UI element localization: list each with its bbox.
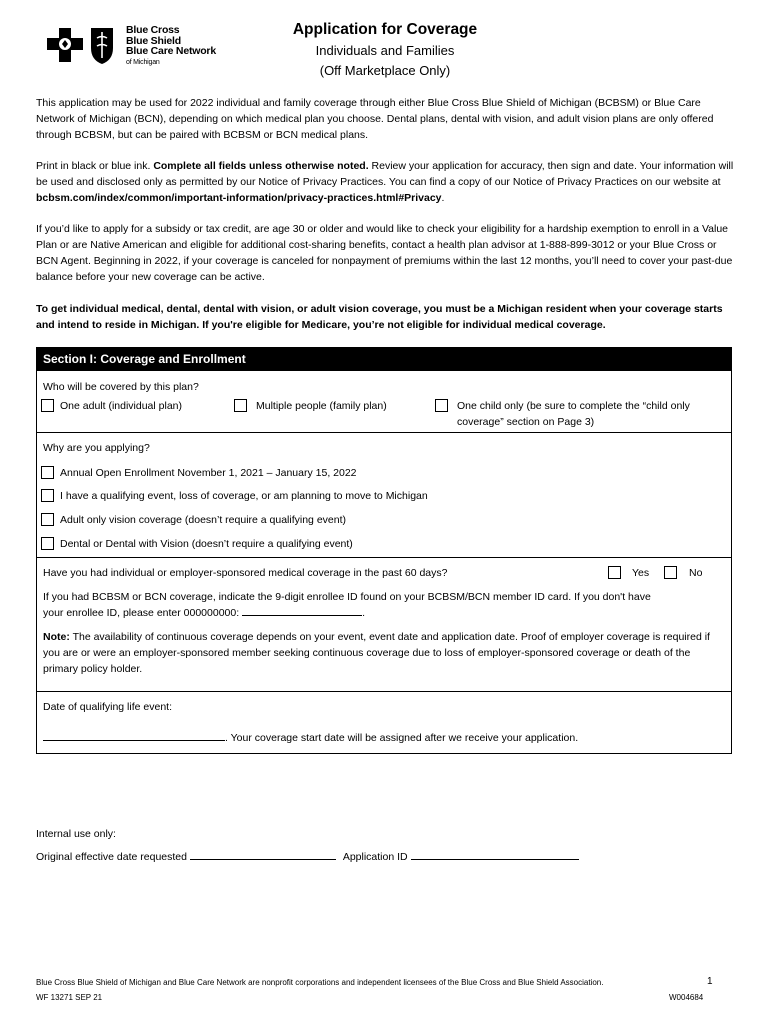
dental-vision-label: Dental or Dental with Vision (doesn’t require a qualifying event) xyxy=(60,538,353,550)
privacy-link[interactable]: bcbsm.com/index/common/important-information/privacy-practices.html#Privacy xyxy=(36,192,442,204)
intro-paragraph-3: If you’d like to apply for a subsidy or tax credit, are age 30 or older and would like to check your eligibility for a hardship exemption to enroll in a Value Plan or are Native American and eligible for additional cost-sharing benefits, contact a health plan advisor at 1-888-899-3012 or your Blue Cross or BCN Agent. Beginning in 2022, if your coverage is canceled for nonpayment of premiums within the last 12 months, you’ll need to cover your past-due balance before your new coverage can be active. xyxy=(36,223,733,283)
prior-coverage-no-label: No xyxy=(689,567,703,579)
open-enrollment-checkbox[interactable] xyxy=(41,466,54,479)
child-only-checkbox[interactable] xyxy=(435,399,448,412)
logo-line-4: of Michigan xyxy=(126,58,160,66)
adult-vision-label: Adult only vision coverage (doesn’t require a qualifying event) xyxy=(60,514,346,526)
note-text: The availability of continuous coverage depends on your event, event date and application date. Proof of employer coverage is required if you are or were an employer-sponsored member seeking continuous coverage due to loss of employer-sponsored coverage or death of the primary policy holder. xyxy=(43,631,710,675)
page-number: 1 xyxy=(707,976,713,987)
open-enrollment-label: Annual Open Enrollment November 1, 2021 – January 15, 2022 xyxy=(60,467,357,479)
internal-use-label: Internal use only: xyxy=(36,828,116,840)
note-label: Note: xyxy=(43,631,70,643)
logo-line-2: Blue Shield xyxy=(126,34,181,47)
enrollee-id-text-1: If you had BCBSM or BCN coverage, indicate the 9-digit enrollee ID found on your BCBSM/BCN member ID card. If you don't have xyxy=(43,591,651,603)
logo-line-3: Blue Care Network xyxy=(126,45,216,57)
who-covered-row xyxy=(37,370,731,432)
continuous-coverage-note xyxy=(43,629,723,677)
one-adult-label: One adult (individual plan) xyxy=(60,400,182,412)
application-id-field[interactable] xyxy=(411,849,579,860)
page-subtitle-2: (Off Marketplace Only) xyxy=(319,63,451,78)
section-title: Section I: Coverage and Enrollment xyxy=(37,348,731,370)
page-title: Application for Coverage xyxy=(292,21,478,38)
qualifying-event-label: I have a qualifying event, loss of coverage, or am planning to move to Michigan xyxy=(60,490,428,502)
footer-disclaimer: Blue Cross Blue Shield of Michigan and Blue Care Network are nonprofit corporations and independent licensees of the Blue Cross and Blue Shield Association. xyxy=(36,978,604,987)
prior-coverage-no-checkbox[interactable] xyxy=(664,566,677,579)
qualifying-date-row xyxy=(37,691,731,753)
enrollee-id-line xyxy=(43,607,365,619)
original-date-field[interactable] xyxy=(190,849,336,860)
logo-line-1: Blue Cross xyxy=(126,24,180,36)
prior-coverage-row xyxy=(37,557,731,691)
qualifying-date-note: . Your coverage start date will be assigned after we receive your application. xyxy=(225,732,579,744)
why-applying-question: Why are you applying? xyxy=(43,442,150,454)
page-subtitle-1: Individuals and Families xyxy=(315,43,455,58)
why-applying-row xyxy=(37,432,731,557)
child-only-label-line2: coverage” section on Page 3) xyxy=(457,416,595,428)
intro-paragraph-4: To get individual medical, dental, dental with vision, or adult vision coverage, you must be a Michigan resident when your coverage starts and intend to reside in Michigan. If you're eligible for Medicare, you’re not eligible for individual medical coverage. xyxy=(36,303,723,331)
intro-paragraph-2 xyxy=(36,158,736,206)
prior-coverage-question: Have you had individual or employer-sponsored medical coverage in the past 60 days? xyxy=(43,567,448,579)
internal-use-fields xyxy=(36,849,579,863)
form-code: W004684 xyxy=(669,993,704,1002)
p2-text-end: . xyxy=(441,192,445,204)
qualifying-date-field[interactable] xyxy=(43,729,225,741)
enrollee-id-field[interactable] xyxy=(242,615,362,616)
dental-vision-checkbox[interactable] xyxy=(41,537,54,550)
p2-bold-text: Complete all fields unless otherwise noted. xyxy=(153,160,369,172)
qualifying-date-question: Date of qualifying life event: xyxy=(43,701,172,713)
multiple-people-label: Multiple people (family plan) xyxy=(256,400,387,412)
enrollee-id-text-2: your enrollee ID, please enter 000000000: xyxy=(43,607,240,619)
adult-vision-checkbox[interactable] xyxy=(41,513,54,526)
form-id: WF 13271 SEP 21 xyxy=(36,993,103,1002)
intro-paragraph-1: This application may be used for 2022 individual and family coverage through either Blue Cross Blue Shield of Michigan (BCBSM) or Blue Care Network of Michigan (BCN), depending on which medical plan you choose. Dental plans, dental with vision, and adult vision plans are only offered through BCBSM, but can be paired with BCBSM or BCN medical plans. xyxy=(36,97,714,141)
prior-coverage-yes-label: Yes xyxy=(632,567,650,579)
enrollee-id-end: . xyxy=(362,607,365,619)
section-coverage-enrollment xyxy=(36,347,732,754)
qualifying-date-line xyxy=(43,729,578,744)
who-covered-question: Who will be covered by this plan? xyxy=(43,381,199,393)
p2-text-b: Review your application for accuracy, then sign and date. Your information will be used and disclosed only as permitted by our Notice of Privacy Practices. You can find a copy of our Notice of Privacy Practices on our website at xyxy=(36,160,734,188)
prior-coverage-yes-checkbox[interactable] xyxy=(608,566,621,579)
one-adult-checkbox[interactable] xyxy=(41,399,54,412)
p2-text-a: Print in black or blue ink. xyxy=(36,160,154,172)
qualifying-event-checkbox[interactable] xyxy=(41,489,54,502)
child-only-label-line1: One child only (be sure to complete the “child only xyxy=(457,400,690,412)
multiple-people-checkbox[interactable] xyxy=(234,399,247,412)
original-date-label: Original effective date requested xyxy=(36,851,187,863)
application-id-label: Application ID xyxy=(342,851,408,863)
